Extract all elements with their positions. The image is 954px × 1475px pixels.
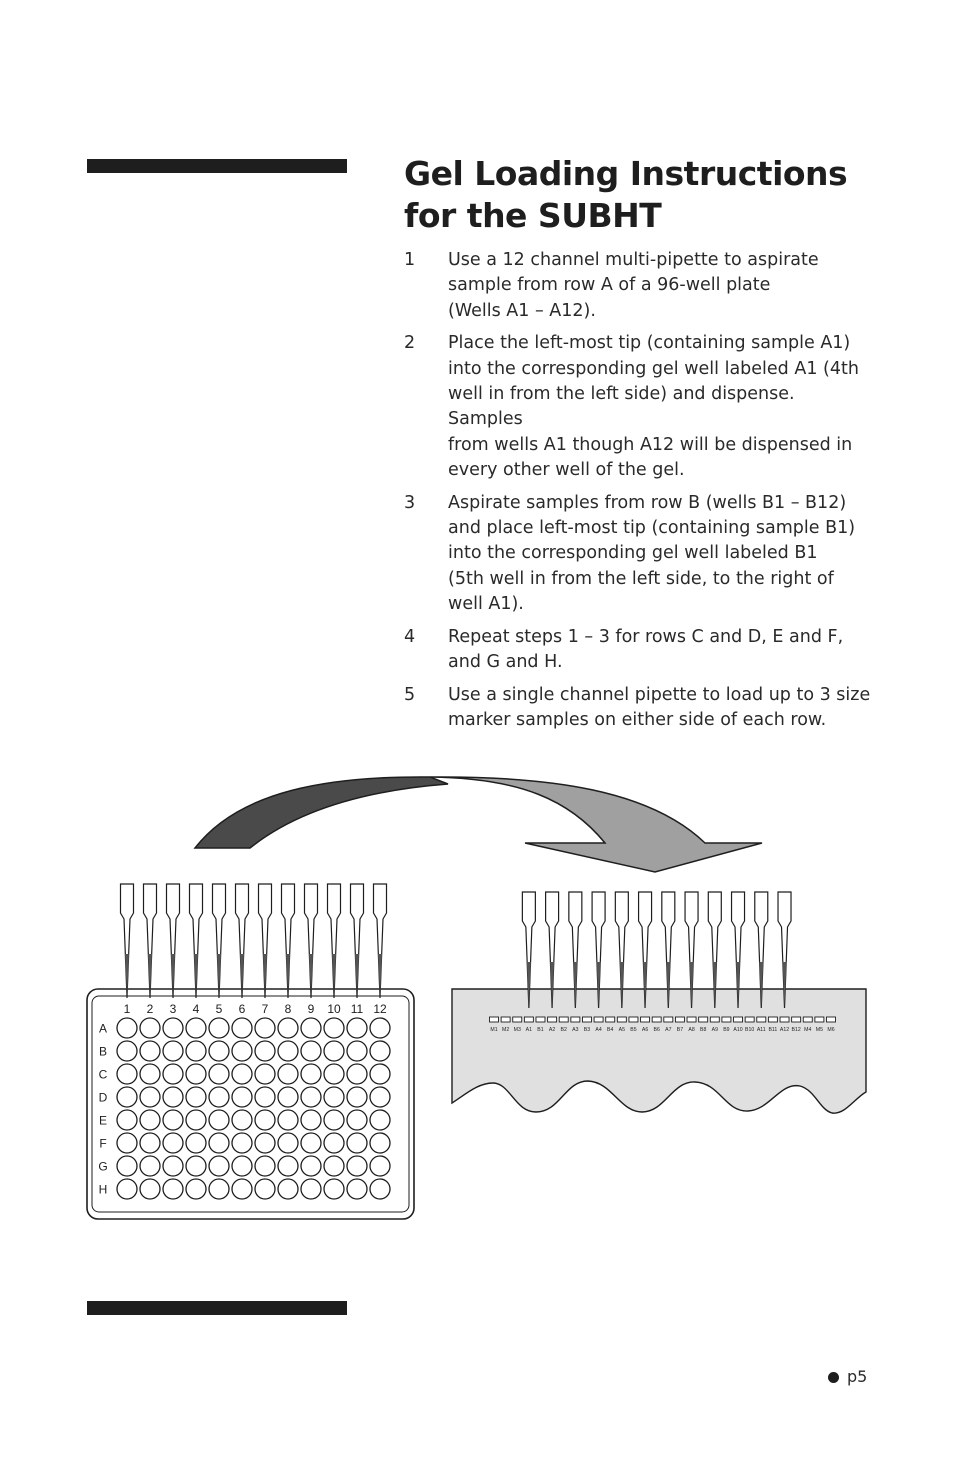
- plate-well: [163, 1087, 183, 1107]
- plate-well: [186, 1041, 206, 1061]
- step-text: Aspirate samples from row B (wells B1 – B12) and place left-most tip (containing sample B1) into the corresponding gel well labeled B1 (5th well in from the left side, to the right of well A1).: [448, 492, 856, 615]
- gel-well: [617, 1017, 626, 1022]
- plate-well: [255, 1064, 275, 1084]
- plate-pipette-tip: [144, 884, 157, 998]
- gel-well: [536, 1017, 545, 1022]
- bottom-rule-bar: [87, 1301, 347, 1315]
- page-number: [828, 1366, 867, 1388]
- plate-well: [324, 1064, 344, 1084]
- plate-well: [140, 1018, 160, 1038]
- plate-well: [370, 1087, 390, 1107]
- gel-well-label: B6: [653, 1027, 660, 1033]
- gel-well: [559, 1017, 568, 1022]
- plate-well: [117, 1018, 137, 1038]
- plate-column-label: 6: [238, 1002, 246, 1016]
- plate-well: [140, 1179, 160, 1199]
- plate-well: [278, 1041, 298, 1061]
- step-number: 1: [404, 250, 416, 270]
- plate-well: [301, 1064, 321, 1084]
- plate-well: [370, 1133, 390, 1153]
- plate-well: [255, 1179, 275, 1199]
- gel-well-label: A11: [756, 1027, 766, 1033]
- plate-pipette-tips: [121, 884, 387, 998]
- gel-well-label: A2: [548, 1027, 556, 1033]
- plate-well: [370, 1110, 390, 1130]
- plate-well: [117, 1110, 137, 1130]
- gel-well: [687, 1017, 696, 1022]
- gel-well: [548, 1017, 557, 1022]
- plate-well: [140, 1041, 160, 1061]
- plate-well: [347, 1133, 367, 1153]
- step-text: Use a single channel pipette to load up to 3 size marker samples on either side of each row.: [448, 684, 871, 730]
- gel-well: [803, 1017, 812, 1022]
- plate-pipette-tip: [167, 884, 180, 998]
- plate-well: [347, 1018, 367, 1038]
- gel-well-label: A7: [665, 1027, 672, 1033]
- gel-well-label: B10: [745, 1027, 755, 1033]
- gel-well-label: A10: [733, 1027, 743, 1033]
- plate-well: [370, 1041, 390, 1061]
- plate-column-label: 5: [215, 1002, 223, 1016]
- plate-well: [347, 1179, 367, 1199]
- plate-column-label: 2: [146, 1002, 154, 1016]
- plate-pipette-tip: [121, 884, 134, 998]
- arrow-head-light: [430, 777, 762, 872]
- plate-well: [163, 1018, 183, 1038]
- plate-well: [301, 1018, 321, 1038]
- plate-column-label: 4: [192, 1002, 200, 1016]
- plate-well: [370, 1179, 390, 1199]
- plate-pipette-tip: [259, 884, 272, 998]
- plate-well: [186, 1133, 206, 1153]
- step-number: 3: [404, 492, 416, 513]
- plate-well: [324, 1041, 344, 1061]
- plate-row-label: G: [98, 1159, 108, 1174]
- plate-well: [232, 1133, 252, 1153]
- step-text: Use a 12 channel multi-pipette to aspirate sample from row A of a 96-well plate (Wells A1 – A12).: [448, 250, 819, 321]
- gel-well-label: B3: [583, 1027, 591, 1033]
- plate-well: [209, 1018, 229, 1038]
- gel-well-label: A9: [711, 1027, 718, 1033]
- plate-well: [324, 1133, 344, 1153]
- gel-well-label: M1: [490, 1027, 498, 1033]
- plate-column-label: 3: [169, 1002, 177, 1016]
- plate-well: [209, 1133, 229, 1153]
- plate-well: [209, 1179, 229, 1199]
- plate-column-label: 9: [307, 1002, 315, 1016]
- plate-row-label: F: [99, 1136, 107, 1151]
- plate-well: [163, 1041, 183, 1061]
- plate-well: [278, 1133, 298, 1153]
- plate-well: [370, 1018, 390, 1038]
- plate-well: [347, 1087, 367, 1107]
- gel-body: [452, 989, 866, 1113]
- gel-well: [745, 1017, 754, 1022]
- gel-well-label: B4: [607, 1027, 614, 1033]
- plate-well: [186, 1064, 206, 1084]
- plate-pipette-tip: [305, 884, 318, 998]
- gel-well-label: B9: [723, 1027, 730, 1033]
- plate-row-label: D: [98, 1090, 108, 1105]
- plate-well: [347, 1110, 367, 1130]
- plate-well: [117, 1087, 137, 1107]
- plate-row-label: A: [98, 1021, 108, 1036]
- arrow-tail-dark: [195, 777, 448, 848]
- plate-well: [232, 1179, 252, 1199]
- plate-well: [255, 1041, 275, 1061]
- plate-well: [301, 1110, 321, 1130]
- plate-well: [140, 1133, 160, 1153]
- plate-well: [324, 1018, 344, 1038]
- plate-column-label: 8: [284, 1002, 292, 1016]
- gel-well: [780, 1017, 789, 1022]
- gel-well-label: B8: [699, 1027, 707, 1033]
- gel-well-label: M4: [804, 1027, 812, 1033]
- step-number: 2: [404, 333, 416, 354]
- plate-well: [209, 1087, 229, 1107]
- step-text: Repeat steps 1 – 3 for rows C and D, E and F, and G and H.: [448, 626, 844, 673]
- plate-well: [186, 1018, 206, 1038]
- plate-well: [301, 1087, 321, 1107]
- plate-well: [324, 1156, 344, 1176]
- plate-well: [255, 1018, 275, 1038]
- plate-well: [370, 1156, 390, 1176]
- plate-well: [232, 1018, 252, 1038]
- plate-well: [232, 1087, 252, 1107]
- gel-well-label: B7: [676, 1027, 684, 1033]
- plate-well: [140, 1087, 160, 1107]
- plate-well: [347, 1156, 367, 1176]
- 96-well-plate: [87, 989, 414, 1219]
- gel-well-label: A12: [779, 1027, 790, 1033]
- plate-well: [163, 1064, 183, 1084]
- plate-well: [255, 1156, 275, 1176]
- plate-well: [117, 1064, 137, 1084]
- plate-well: [140, 1156, 160, 1176]
- gel-well-label: B5: [630, 1027, 637, 1033]
- plate-row-label: C: [98, 1067, 108, 1082]
- plate-well: [232, 1064, 252, 1084]
- plate-pipette-tip: [374, 884, 387, 998]
- plate-column-label: 7: [261, 1002, 269, 1016]
- gel-well-label: A1: [525, 1027, 533, 1033]
- plate-well: [324, 1179, 344, 1199]
- plate-pipette-tip: [236, 884, 249, 998]
- plate-well: [209, 1064, 229, 1084]
- plate-well: [209, 1041, 229, 1061]
- gel-well: [582, 1017, 591, 1022]
- gel-well-label: A8: [688, 1027, 695, 1033]
- gel-well-label: B2: [560, 1027, 567, 1033]
- plate-well: [209, 1156, 229, 1176]
- gel-well-label: M6: [827, 1027, 835, 1033]
- plate-well: [209, 1110, 229, 1130]
- plate-well: [301, 1156, 321, 1176]
- plate-well: [232, 1041, 252, 1061]
- plate-well: [278, 1087, 298, 1107]
- plate-pipette-tip: [190, 884, 203, 998]
- gel-well-label: M5: [815, 1027, 823, 1033]
- gel-well: [675, 1017, 684, 1022]
- plate-well: [255, 1087, 275, 1107]
- plate-well: [347, 1064, 367, 1084]
- gel-slab: [452, 989, 866, 1113]
- gel-well: [490, 1017, 499, 1022]
- plate-well: [278, 1018, 298, 1038]
- gel-well: [641, 1017, 650, 1022]
- plate-well: [163, 1110, 183, 1130]
- plate-pipette-tip: [351, 884, 364, 998]
- plate-well: [117, 1041, 137, 1061]
- page-number-text: p5: [847, 1367, 868, 1386]
- step-number: 4: [404, 626, 416, 647]
- gel-well: [722, 1017, 731, 1022]
- plate-well: [186, 1087, 206, 1107]
- plate-well: [117, 1133, 137, 1153]
- plate-pipette-tip: [328, 884, 341, 998]
- bullet-icon: [828, 1372, 839, 1383]
- plate-well: [324, 1110, 344, 1130]
- gel-well: [768, 1017, 777, 1022]
- plate-well: [301, 1133, 321, 1153]
- gel-well: [664, 1017, 673, 1022]
- title-line-2: for the SUBHT: [404, 196, 662, 235]
- gel-well-label: A3: [572, 1027, 579, 1033]
- plate-well: [370, 1064, 390, 1084]
- gel-well: [571, 1017, 580, 1022]
- plate-well: [278, 1179, 298, 1199]
- plate-row-label: E: [98, 1113, 108, 1128]
- plate-well: [347, 1041, 367, 1061]
- plate-well: [255, 1110, 275, 1130]
- plate-column-label: 12: [373, 1002, 387, 1016]
- gel-well: [524, 1017, 533, 1022]
- plate-well: [140, 1110, 160, 1130]
- plate-well: [163, 1156, 183, 1176]
- gel-well: [815, 1017, 824, 1022]
- plate-well: [163, 1179, 183, 1199]
- gel-well-label: B12: [791, 1027, 801, 1033]
- gel-well: [792, 1017, 801, 1022]
- plate-column-label: 10: [327, 1002, 341, 1016]
- gel-well: [710, 1017, 719, 1022]
- plate-pipette-tip: [282, 884, 295, 998]
- gel-well-label: A6: [641, 1027, 649, 1033]
- plate-well: [163, 1133, 183, 1153]
- plate-row-label: H: [98, 1182, 108, 1197]
- transfer-arrow: [195, 777, 762, 872]
- plate-row-label: B: [98, 1044, 108, 1059]
- gel-well: [699, 1017, 708, 1022]
- plate-well: [301, 1041, 321, 1061]
- plate-well: [232, 1156, 252, 1176]
- title-line-1: Gel Loading Instructions: [404, 154, 848, 193]
- gel-well-label: M2: [502, 1027, 510, 1033]
- gel-well-label: A5: [618, 1027, 626, 1033]
- gel-well: [734, 1017, 743, 1022]
- gel-well-label: A4: [595, 1027, 602, 1033]
- plate-well: [186, 1179, 206, 1199]
- plate-well: [186, 1110, 206, 1130]
- gel-well: [513, 1017, 522, 1022]
- gel-well: [501, 1017, 510, 1022]
- gel-well: [594, 1017, 603, 1022]
- plate-well: [278, 1156, 298, 1176]
- plate-column-label: 1: [123, 1002, 131, 1016]
- gel-well: [606, 1017, 615, 1022]
- plate-column-label: 11: [350, 1002, 364, 1016]
- plate-well: [117, 1179, 137, 1199]
- step-number: 5: [404, 684, 416, 705]
- gel-well-label: B11: [768, 1027, 778, 1033]
- plate-well: [278, 1064, 298, 1084]
- gel-well-label: M3: [513, 1027, 521, 1033]
- plate-pipette-tip: [213, 884, 226, 998]
- plate-well: [278, 1110, 298, 1130]
- plate-well: [186, 1156, 206, 1176]
- plate-well: [117, 1156, 137, 1176]
- gel-well: [652, 1017, 661, 1022]
- gel-well-label: B1: [537, 1027, 544, 1033]
- plate-well: [301, 1179, 321, 1199]
- gel-well: [827, 1017, 836, 1022]
- plate-well: [255, 1133, 275, 1153]
- gel-well: [629, 1017, 638, 1022]
- plate-well: [140, 1064, 160, 1084]
- step-text: Place the left-most tip (containing sample A1) into the corresponding gel well labeled A1 (4th well in from the left side) and dispense. Samples from wells A1 though A12 will be dispensed in every other well of the gel.: [448, 333, 859, 481]
- plate-well: [324, 1087, 344, 1107]
- plate-well: [232, 1110, 252, 1130]
- gel-well: [757, 1017, 766, 1022]
